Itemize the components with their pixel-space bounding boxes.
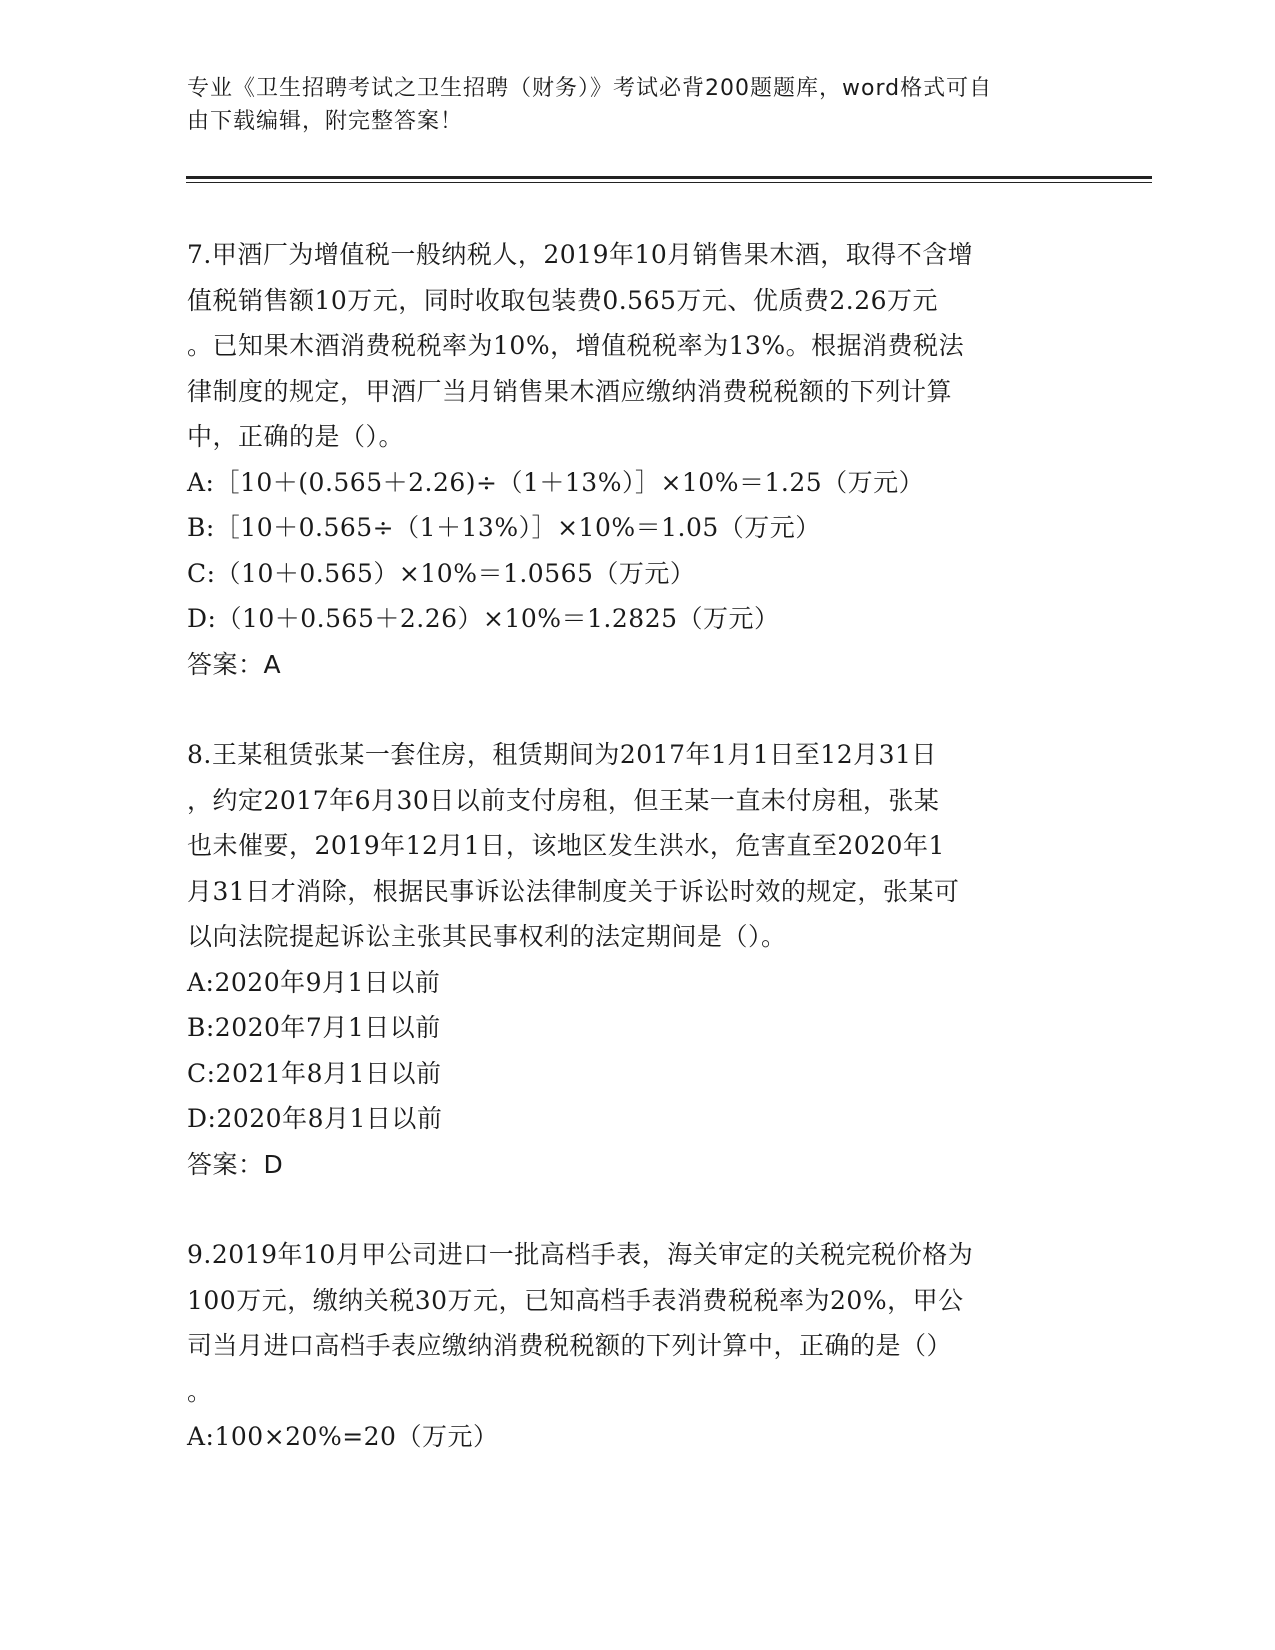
question-stem-line: 100万元，缴纳关税30万元，已知高档手表消费税税率为20%，甲公 xyxy=(187,1285,964,1315)
question-stem-line: 。已知果木酒消费税税率为10%，增值税税率为13%。根据消费税法 xyxy=(187,331,965,360)
option-a: A:2020年9月1日以前 xyxy=(187,967,441,997)
question-stem-line: ，约定2017年6月30日以前支付房租，但王某一直未付房租，张某 xyxy=(187,785,940,815)
option-d: D:2020年8月1日以前 xyxy=(187,1104,443,1133)
question-stem-line: 也未催要，2019年12月1日，该地区发生洪水，危害直至2020年1 xyxy=(187,831,945,860)
question-stem-line: 值税销售额10万元，同时收取包装费0.565万元、优质费2.26万元 xyxy=(187,285,939,315)
header-line: 专业《卫生招聘考试之卫生招聘（财务）》考试必背200题题库，word格式可自 xyxy=(187,76,993,101)
option-a: A:［10＋(0.565＋2.26)÷（1＋13%）］×10%＝1.25（万元） xyxy=(187,467,925,497)
option-c: C:（10＋0.565）×10%＝1.0565（万元） xyxy=(187,558,696,588)
question-stem-line: 司当月进口高档手表应缴纳消费税税额的下列计算中，正确的是（） xyxy=(187,1331,953,1360)
question-8 xyxy=(187,732,1087,1187)
question-stem-line: 以向法院提起诉讼主张其民事权利的法定期间是（）。 xyxy=(187,922,787,951)
question-stem-line: 8.王某租赁张某一套住房，租赁期间为2017年1月1日至12月31日 xyxy=(187,740,937,769)
question-stem-line: 中，正确的是（）。 xyxy=(187,422,405,451)
option-b: B:2020年7月1日以前 xyxy=(187,1013,441,1042)
question-stem-line: 。 xyxy=(187,1376,213,1406)
option-a: A:100×20%=20（万元） xyxy=(187,1422,499,1451)
option-b: B:［10＋0.565÷（1＋13%）］×10%＝1.05（万元） xyxy=(187,513,821,542)
question-7 xyxy=(187,232,1087,687)
question-stem-line: 律制度的规定，甲酒厂当月销售果木酒应缴纳消费税税额的下列计算 xyxy=(187,376,953,406)
header-line: 由下载编辑，附完整答案！ xyxy=(187,109,464,134)
option-d: D:（10＋0.565＋2.26）×10%＝1.2825（万元） xyxy=(187,604,780,633)
question-stem-line: 9.2019年10月甲公司进口一批高档手表，海关审定的关税完税价格为 xyxy=(187,1240,974,1269)
option-c: C:2021年8月1日以前 xyxy=(187,1058,442,1088)
question-stem-line: 月31日才消除，根据民事诉讼法律制度关于诉讼时效的规定，张某可 xyxy=(187,876,960,906)
answer: 答案：A xyxy=(187,649,282,679)
header-divider-thin xyxy=(186,182,1152,183)
question-stem-line: 7.甲酒厂为增值税一般纳税人，2019年10月销售果木酒，取得不含增 xyxy=(187,240,974,269)
header-divider-thick xyxy=(186,176,1152,179)
question-9 xyxy=(187,1232,1087,1460)
document-header xyxy=(187,72,1067,138)
answer: 答案：D xyxy=(187,1149,284,1179)
